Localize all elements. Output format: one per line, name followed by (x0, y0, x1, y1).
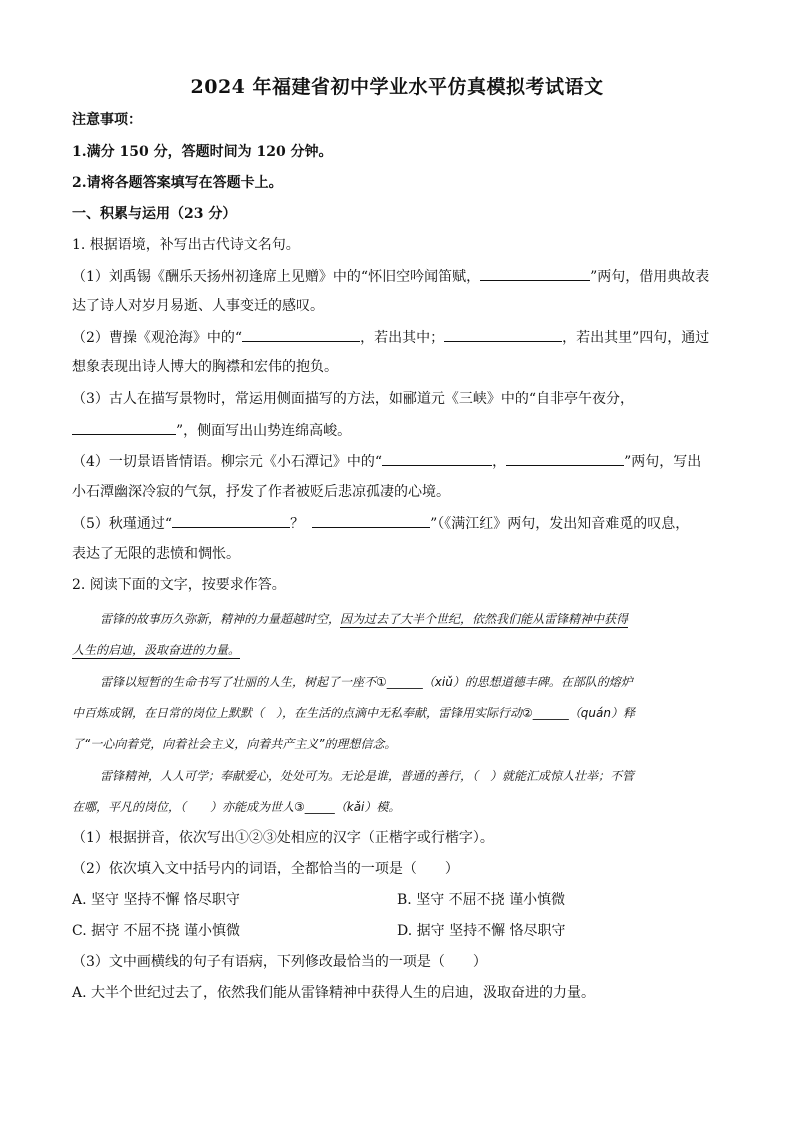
q1-item-1-line1 (72, 266, 724, 287)
option-d[interactable]: D. 据守 坚持不懈 恪尽职守 (397, 923, 566, 939)
q1-item-3-line1: （3）古人在描写景物时，常运用侧面描写的方法，如郦道元《三峡》中的“自非亭午夜分， (72, 391, 635, 407)
q1-item-5-text-c: ”（《满江红》两句，发出知音难觅的叹息， (430, 516, 690, 532)
answer-blank[interactable] (444, 327, 562, 342)
q1-item-1-line2: 达了诗人对岁月易逝、人事变迁的感叹。 (72, 298, 324, 314)
q1-item-2-line1 (72, 327, 724, 348)
passage-para-3-line1: 雷锋精神，人人可学；奉献爱心，处处可为。无论是谁，普通的善行，（ ）就能汇成惊人壮举；不管 (100, 769, 635, 783)
q1-item-4-line1 (72, 451, 724, 472)
q1-item-4-text-c: ”两句，写出 (624, 454, 702, 470)
notice-item-1: 1.满分 150 分，答题时间为 120 分钟。 (72, 144, 333, 160)
q1-item-3-text-b: ”，侧面写出山势连绵高峻。 (176, 423, 352, 439)
q1-item-1-text-a: （1）刘禹锡《酬乐天扬州初逢席上见赠》中的“怀旧空吟闻笛赋， (72, 269, 481, 285)
passage-para-1-line1 (100, 609, 724, 629)
q1-item-2-text-a: （2）曹操《观沧海》中的“ (72, 330, 243, 346)
q1-item-4-text-b: ， (492, 454, 507, 470)
passage-para-2-line2: 中百炼成钢，在日常的岗位上默默（ ），在生活的点滴中无私奉献，雷锋用实际行动②______（quán）释 (72, 706, 635, 720)
q2-sub-2: （2）依次填入文中括号内的词语，全都恰当的一项是（ ） (72, 861, 459, 877)
answer-blank[interactable] (506, 451, 624, 466)
q2-sub-3: （3）文中画横线的句子有语病，下列修改最恰当的一项是（ ） (72, 954, 487, 970)
q1-item-1-text-b: ”两句，借用典故表 (590, 269, 710, 285)
q1-item-5-text-a: （5）秋瑾通过“ (72, 516, 173, 532)
notice-item-2: 2.请将各题答案填写在答题卡上。 (72, 175, 283, 191)
underlined-sentence: 人生的启迪，汲取奋进的力量。 (72, 643, 241, 657)
answer-blank[interactable] (242, 327, 360, 342)
answer-blank[interactable] (72, 420, 176, 435)
passage-para-2-line1: 雷锋以短暂的生命书写了壮丽的人生，树起了一座不①______（xiǔ）的思想道德丰碑。在部队的熔炉 (100, 675, 633, 689)
q1-item-2-text-c: ，若出其里”四句，通过 (562, 330, 710, 346)
q1-item-2-line2: 想象表现出诗人博大的胸襟和宏伟的抱负。 (72, 359, 338, 375)
answer-blank[interactable] (172, 513, 290, 528)
q1-item-4-text-a: （4）一切景语皆情语。柳宗元《小石潭记》中的“ (72, 454, 383, 470)
section-heading: 一、积累与运用（23 分） (72, 206, 237, 222)
option-b[interactable]: B. 坚守 不屈不挠 谨小慎微 (397, 892, 566, 908)
notice-heading: 注意事项： (72, 112, 142, 128)
q1-item-2-text-b: ，若出其中； (360, 330, 445, 346)
answer-blank[interactable] (312, 513, 430, 528)
passage-para-3-line2: 在哪，平凡的岗位，（ ）亦能成为世人③_____（kǎi）模。 (72, 800, 401, 814)
page-title: 2024 年福建省初中学业水平仿真模拟考试语文 (190, 76, 604, 98)
q1-item-5-line1 (72, 513, 724, 534)
passage-para-2-line3: 了“一心向着党，向着社会主义，向着共产主义”的理想信念。 (72, 737, 397, 751)
option-c[interactable]: C. 据守 不屈不挠 谨小慎微 (72, 923, 241, 939)
q1-item-5-line2: 表达了无限的悲愤和惆怅。 (72, 546, 240, 562)
question-2-stem: 2. 阅读下面的文字，按要求作答。 (72, 577, 286, 593)
answer-blank[interactable] (382, 451, 492, 466)
q1-item-3-line2 (72, 420, 724, 441)
sub3-option-a[interactable]: A. 大半个世纪过去了，依然我们能从雷锋精神中获得人生的启迪，汲取奋进的力量。 (72, 985, 596, 1001)
q2-sub-1: （1）根据拼音，依次写出①②③处相应的汉字（正楷字或行楷字）。 (72, 830, 494, 846)
question-1-stem: 1. 根据语境，补写出古代诗文名句。 (72, 237, 300, 253)
option-a[interactable]: A. 坚守 坚持不懈 恪尽职守 (72, 892, 240, 908)
passage-para-1-line2 (72, 640, 724, 660)
q1-item-4-line2: 小石潭幽深冷寂的气氛，抒发了作者被贬后悲凉孤凄的心境。 (72, 484, 450, 500)
passage-text: 雷锋的故事历久弥新，精神的力量超越时空， (100, 612, 341, 626)
q1-item-5-text-b: ？ (290, 516, 305, 532)
answer-blank[interactable] (480, 266, 590, 281)
underlined-sentence: 因为过去了大半个世纪，依然我们能从雷锋精神中获得 (340, 612, 629, 626)
